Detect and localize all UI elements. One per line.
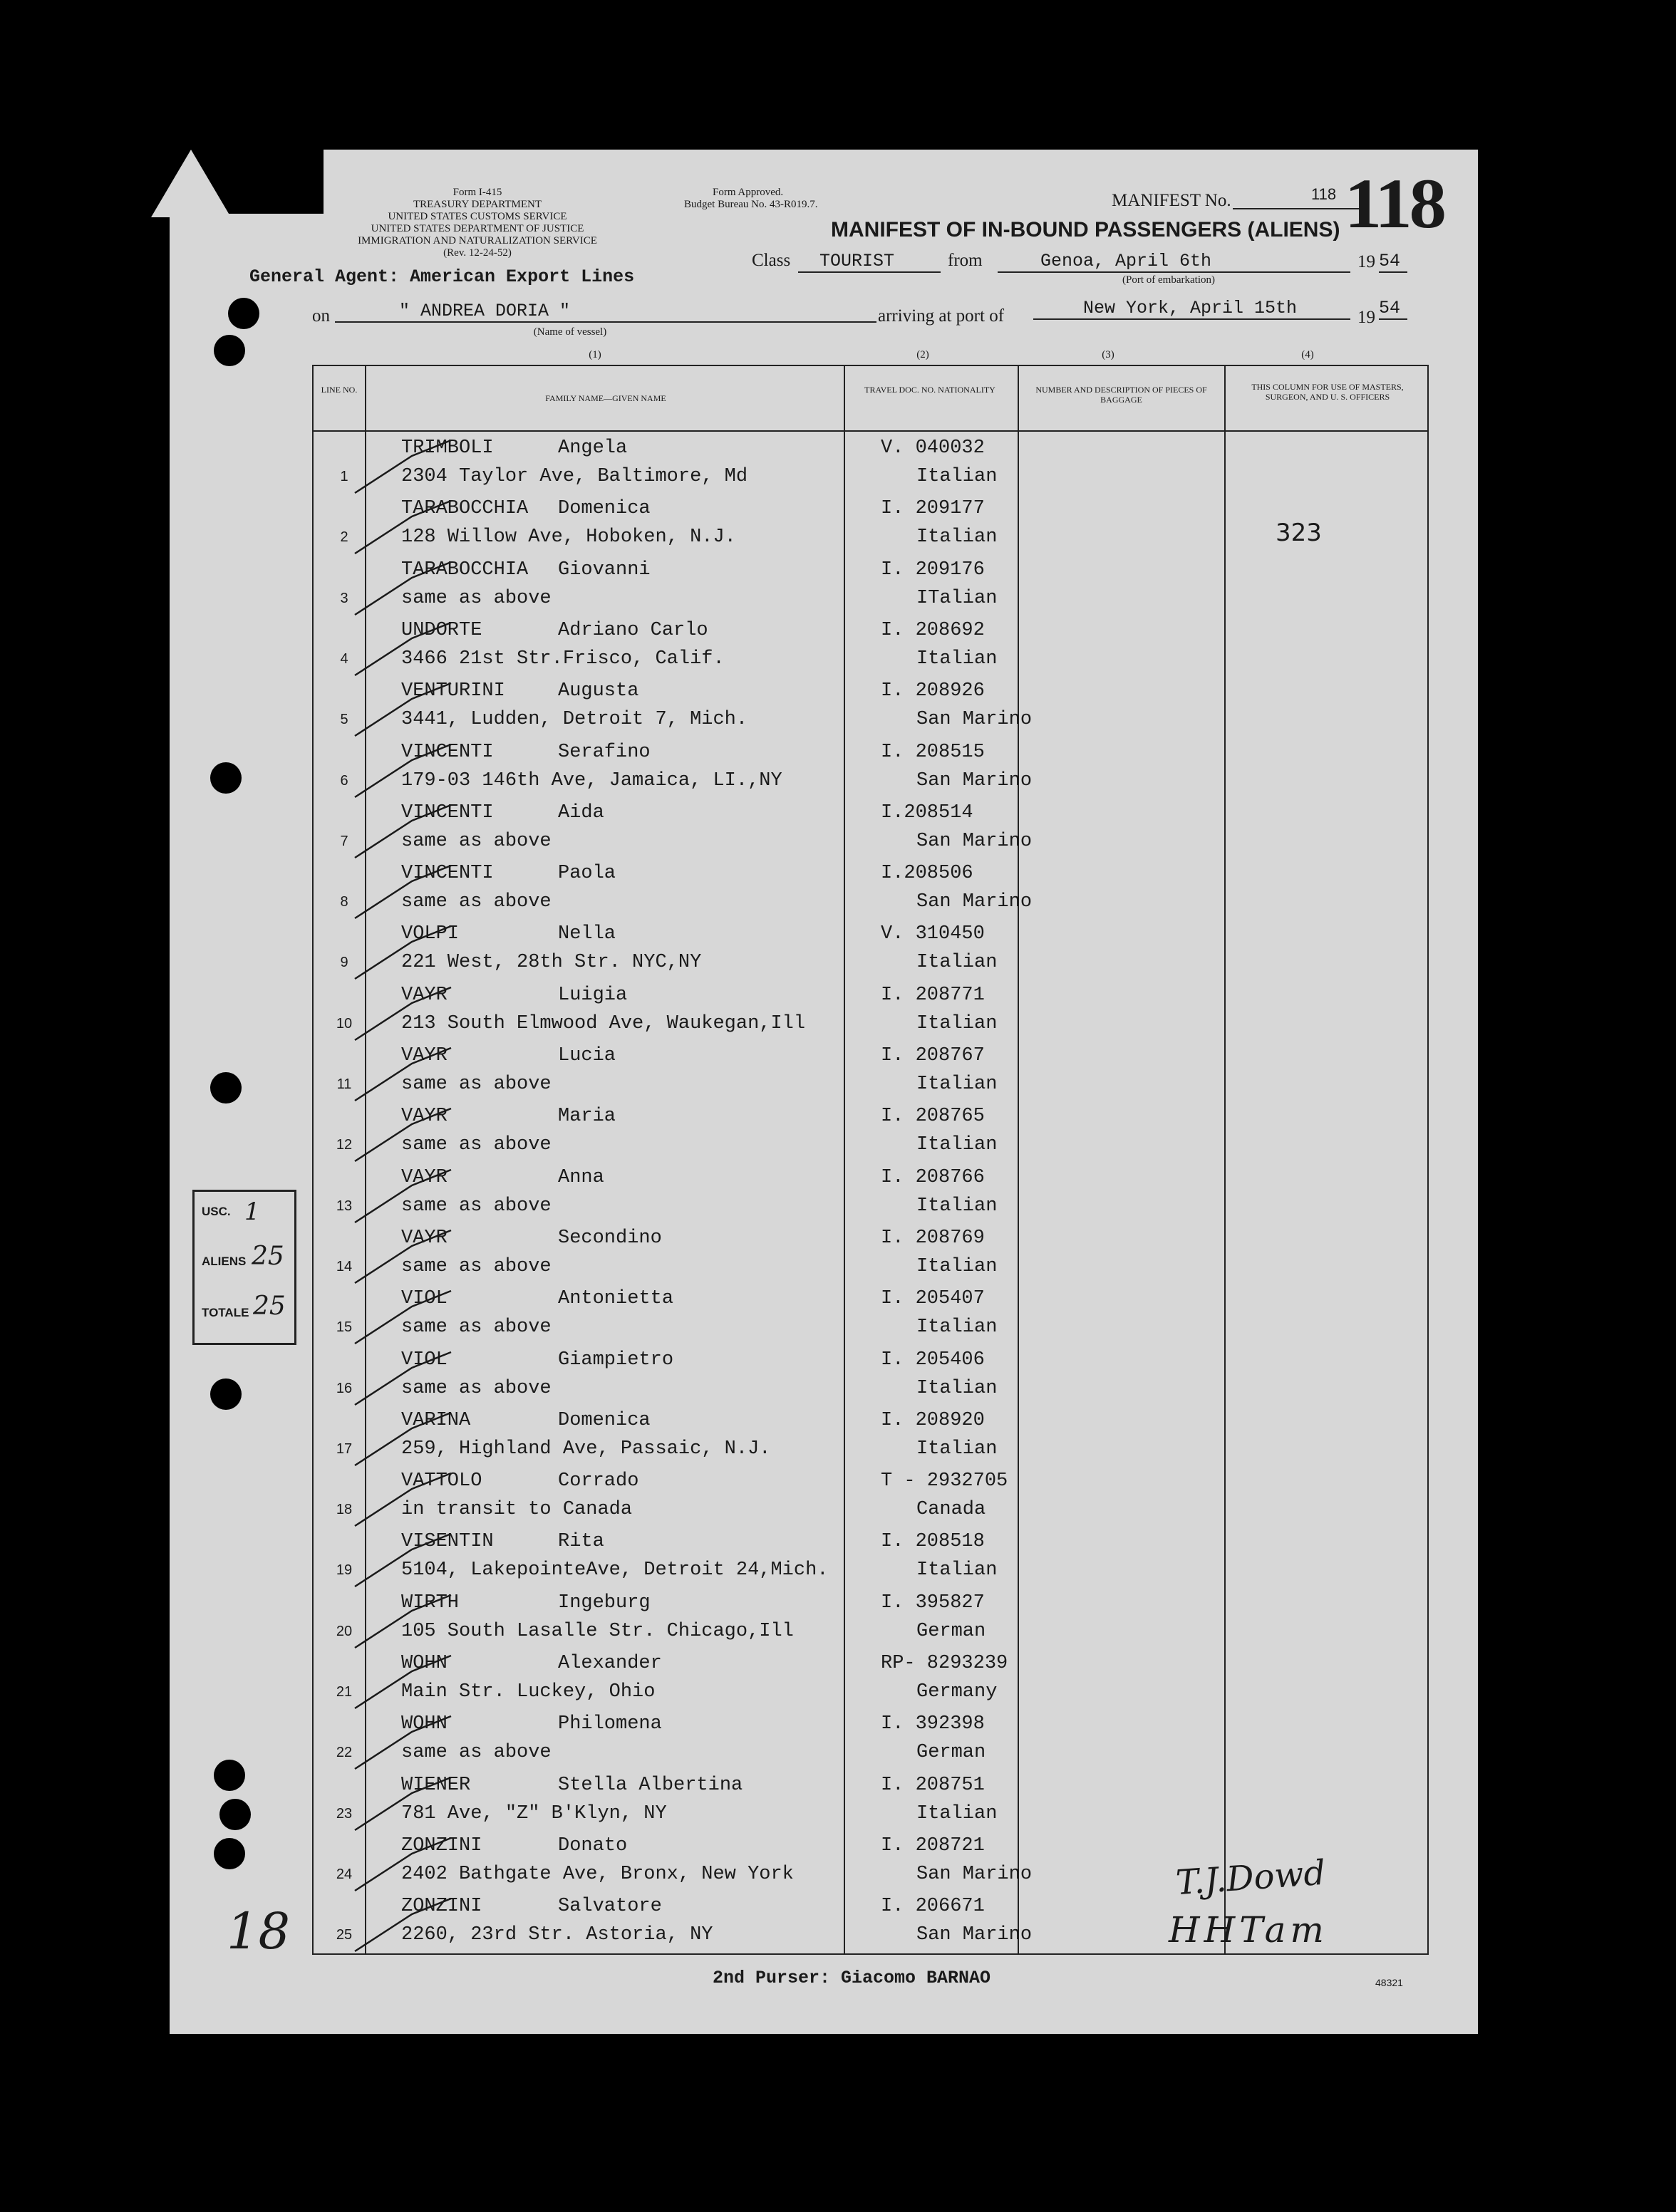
given-name: Paola — [558, 863, 616, 885]
count-stamp — [192, 1190, 296, 1345]
nationality: Canada — [916, 1499, 986, 1521]
family-name: WIRTH — [401, 1592, 460, 1614]
check-mark-icon — [326, 1650, 455, 1711]
given-name: Rita — [558, 1531, 604, 1553]
line-number: 19 — [336, 1562, 353, 1579]
check-mark-icon — [326, 1832, 455, 1894]
travel-doc-number: I. 208771 — [881, 984, 985, 1006]
usc-value: 1 — [244, 1198, 260, 1226]
line-number: 14 — [336, 1258, 353, 1274]
line-number: 5 — [340, 712, 348, 728]
aliens-label: ALIENS — [202, 1255, 247, 1268]
table-row — [312, 1041, 1427, 1104]
table-row — [312, 798, 1427, 861]
travel-doc-number: I. 206671 — [881, 1896, 985, 1918]
family-name: TRIMBOLI — [401, 437, 494, 459]
check-mark-icon — [326, 1893, 455, 1954]
check-mark-icon — [326, 1407, 455, 1468]
table-row — [312, 1223, 1427, 1286]
punch-hole — [214, 335, 245, 366]
table-row — [312, 1527, 1427, 1589]
nationality: Italian — [916, 526, 998, 549]
travel-doc-number: I. 395827 — [881, 1592, 985, 1614]
given-name: Augusta — [558, 680, 639, 702]
table-row — [312, 1466, 1427, 1529]
family-name: VAYR — [401, 1166, 448, 1188]
immigration-service: IMMIGRATION AND NATURALIZATION SERVICE — [358, 235, 597, 246]
col-head-line: LINE NO. — [321, 385, 358, 395]
nationality: ITalian — [916, 587, 998, 609]
punch-hole — [210, 1072, 242, 1104]
print-code: 48321 — [1375, 1977, 1403, 1988]
line-number: 15 — [336, 1319, 353, 1336]
family-name: VINCENTI — [401, 863, 494, 885]
family-name: VAYR — [401, 1045, 448, 1066]
family-name: VATTOLO — [401, 1470, 482, 1492]
travel-doc-number: V. 040032 — [881, 437, 985, 459]
punch-hole — [219, 1799, 251, 1830]
given-name: Aida — [558, 801, 604, 824]
punch-hole — [228, 298, 259, 329]
travel-doc-number: I.208506 — [881, 863, 973, 885]
year-prefix-from: 19 — [1357, 252, 1375, 271]
given-name: Adriano Carlo — [558, 619, 708, 641]
family-name: TARABOCCHIA — [401, 559, 529, 581]
family-name: VARINA — [401, 1409, 471, 1431]
travel-doc-number: I. 208767 — [881, 1045, 985, 1066]
check-mark-icon — [326, 435, 455, 496]
given-name: Secondino — [558, 1227, 662, 1249]
nationality: Italian — [916, 1134, 998, 1156]
address: in transit to Canada — [401, 1499, 633, 1521]
travel-doc-number: I.208514 — [881, 801, 973, 824]
address: 2402 Bathgate Ave, Bronx, New York — [401, 1863, 794, 1885]
family-name: VOLPI — [401, 923, 460, 945]
nationality: Italian — [916, 952, 998, 974]
vessel-name: " ANDREA DORIA " — [335, 301, 876, 323]
table-row — [312, 1648, 1427, 1711]
form-revision: (Rev. 12-24-52) — [443, 247, 512, 259]
travel-doc-number: V. 310450 — [881, 923, 985, 945]
travel-doc-number: I. 208769 — [881, 1227, 985, 1249]
table-row — [312, 555, 1427, 618]
travel-doc-number: I. 392398 — [881, 1713, 985, 1735]
given-name: Philomena — [558, 1713, 662, 1735]
check-mark-icon — [326, 1346, 455, 1408]
punch-hole — [214, 1838, 245, 1869]
nationality: Italian — [916, 1255, 998, 1277]
table-row — [312, 676, 1427, 739]
address: same as above — [401, 1377, 552, 1399]
address: same as above — [401, 830, 552, 852]
family-name: VIOL — [401, 1288, 448, 1310]
travel-doc-number: I. 205406 — [881, 1349, 985, 1371]
form-approved: Form Approved. — [713, 187, 784, 198]
year-from: 54 — [1379, 251, 1407, 273]
line-number: 3 — [340, 590, 348, 606]
line-number: 1 — [340, 469, 348, 484]
manifest-number-stamp: 118 — [1344, 164, 1444, 243]
address: 105 South Lasalle Str. Chicago,Ill — [401, 1620, 794, 1642]
family-name: WIENER — [401, 1774, 471, 1796]
check-mark-icon — [326, 920, 455, 982]
family-name: VAYR — [401, 1106, 448, 1128]
nationality: Italian — [916, 1195, 998, 1217]
line-number: 22 — [336, 1745, 353, 1761]
check-mark-icon — [326, 495, 455, 556]
line-number: 10 — [336, 1015, 353, 1032]
officer-signature-2: HHTam — [1169, 1909, 1328, 1951]
check-mark-icon — [326, 1164, 455, 1225]
check-mark-icon — [326, 1225, 455, 1286]
given-name: Donato — [558, 1834, 628, 1857]
check-mark-icon — [326, 1528, 455, 1589]
col-head-travel: TRAVEL DOC. NO. NATIONALITY — [864, 385, 995, 395]
address: 128 Willow Ave, Hoboken, N.J. — [401, 526, 736, 549]
travel-doc-number: I. 208751 — [881, 1774, 985, 1796]
line-number: 11 — [336, 1076, 352, 1092]
travel-doc-number: T - 2932705 — [881, 1470, 1008, 1492]
aliens-value: 25 — [252, 1242, 284, 1271]
nationality: Italian — [916, 1377, 998, 1399]
address: 3441, Ludden, Detroit 7, Mich. — [401, 709, 748, 731]
general-agent: General Agent: American Export Lines — [249, 266, 635, 287]
address: 259, Highland Ave, Passaic, N.J. — [401, 1438, 771, 1460]
given-name: Domenica — [558, 498, 651, 520]
nationality: San Marino — [916, 830, 1033, 852]
col-head-baggage: NUMBER AND DESCRIPTION OF PIECES OF BAGGAGE — [1035, 385, 1207, 405]
address: same as above — [401, 1195, 552, 1217]
class-label: Class — [752, 251, 791, 270]
nationality: San Marino — [916, 769, 1033, 791]
travel-doc-number: I. 208721 — [881, 1834, 985, 1857]
line-number: 16 — [336, 1380, 353, 1396]
line-number: 25 — [336, 1927, 353, 1943]
check-mark-icon — [326, 1468, 455, 1529]
family-name: TARABOCCHIA — [401, 498, 529, 520]
table-row — [312, 494, 1427, 556]
check-mark-icon — [326, 1589, 455, 1651]
travel-doc-number: I. 208518 — [881, 1531, 985, 1553]
address: 5104, LakepointeAve, Detroit 24,Mich. — [401, 1559, 829, 1582]
line-number: 12 — [336, 1137, 353, 1153]
punch-hole — [210, 1378, 242, 1410]
family-name: VENTURINI — [401, 680, 505, 702]
given-name: Giovanni — [558, 559, 651, 581]
col-num-2: (2) — [916, 349, 929, 360]
travel-doc-number: RP- 8293239 — [881, 1653, 1008, 1674]
given-name: Serafino — [558, 741, 651, 763]
given-name: Nella — [558, 923, 616, 945]
line-number: 24 — [336, 1866, 353, 1882]
nationality: San Marino — [916, 1863, 1033, 1885]
table-row — [312, 433, 1427, 496]
line-number: 18 — [336, 1502, 353, 1518]
line-number: 20 — [336, 1623, 353, 1639]
address: same as above — [401, 1742, 552, 1764]
nationality: Italian — [916, 1559, 998, 1582]
address: 221 West, 28th Str. NYC,NY — [401, 952, 702, 974]
table-row — [312, 1588, 1427, 1651]
table-row — [312, 980, 1427, 1043]
nationality: Italian — [916, 466, 998, 487]
address: 781 Ave, "Z" B'Klyn, NY — [401, 1802, 667, 1824]
nationality: German — [916, 1742, 986, 1764]
address: same as above — [401, 1255, 552, 1277]
address: 3466 21st Str.Frisco, Calif. — [401, 648, 725, 670]
arriving-port: New York, April 15th — [1033, 298, 1350, 320]
check-mark-icon — [326, 860, 455, 921]
given-name: Luigia — [558, 984, 628, 1006]
family-name: UNDORTE — [401, 619, 482, 641]
nationality: German — [916, 1620, 986, 1642]
nationality: San Marino — [916, 709, 1033, 731]
line-number: 17 — [336, 1440, 353, 1457]
table-row — [312, 616, 1427, 678]
nationality: Germany — [916, 1681, 998, 1703]
vessel-name-label: (Name of vessel) — [533, 326, 607, 338]
family-name: VIOL — [401, 1349, 448, 1371]
line-number: 13 — [336, 1198, 353, 1214]
col-head-name: FAMILY NAME—GIVEN NAME — [545, 393, 666, 403]
table-row — [312, 1284, 1427, 1346]
travel-doc-number: I. 208926 — [881, 680, 985, 702]
class-value: TOURIST — [798, 251, 941, 273]
travel-doc-number: I. 208920 — [881, 1409, 985, 1431]
travel-doc-number: I. 205407 — [881, 1288, 985, 1310]
form-approval — [684, 187, 869, 211]
family-name: ZONZINI — [401, 1834, 482, 1857]
budget-bureau: Budget Bureau No. 43-R019.7. — [684, 199, 818, 210]
col-num-1: (1) — [589, 349, 601, 360]
table-row — [312, 858, 1427, 921]
line-number: 21 — [336, 1684, 353, 1700]
family-name: WOHN — [401, 1653, 448, 1674]
customs-service: UNITED STATES CUSTOMS SERVICE — [388, 211, 567, 222]
from-label: from — [948, 251, 983, 270]
table-row — [312, 1101, 1427, 1164]
nationality: San Marino — [916, 1924, 1033, 1946]
header-divider — [312, 430, 1427, 432]
given-name: Domenica — [558, 1409, 651, 1431]
given-name: Maria — [558, 1106, 616, 1128]
manifest-number-typed: 118 — [1311, 185, 1337, 203]
address: same as above — [401, 891, 552, 913]
nationality: Italian — [916, 1074, 998, 1095]
travel-doc-number: I. 208515 — [881, 741, 985, 763]
nationality: Italian — [916, 1012, 998, 1034]
given-name: Corrado — [558, 1470, 639, 1492]
address: 213 South Elmwood Ave, Waukegan,Ill — [401, 1012, 806, 1034]
table-row — [312, 1770, 1427, 1833]
check-mark-icon — [326, 1103, 455, 1164]
check-mark-icon — [326, 1042, 455, 1104]
address: 2260, 23rd Str. Astoria, NY — [401, 1924, 713, 1946]
travel-doc-number: I. 208765 — [881, 1106, 985, 1128]
form-agency-block — [306, 187, 648, 259]
given-name: Antonietta — [558, 1288, 674, 1310]
nationality: Italian — [916, 648, 998, 670]
line-number: 23 — [336, 1805, 353, 1822]
justice-dept: UNITED STATES DEPARTMENT OF JUSTICE — [371, 223, 584, 234]
col-num-3: (3) — [1102, 349, 1114, 360]
totale-label: TOTALE — [202, 1306, 249, 1319]
line-number: 2 — [340, 529, 348, 546]
family-name: VINCENTI — [401, 741, 494, 763]
check-mark-icon — [326, 1285, 455, 1346]
given-name: Alexander — [558, 1653, 662, 1674]
on-label: on — [312, 306, 330, 326]
address: Main Str. Luckey, Ohio — [401, 1681, 656, 1703]
col-head-officers: THIS COLUMN FOR USE OF MASTERS, SURGEON, AND U. S. OFFICERS — [1251, 382, 1404, 402]
line-number: 9 — [340, 955, 348, 971]
check-mark-icon — [326, 677, 455, 739]
address: same as above — [401, 1317, 552, 1339]
table-row — [312, 1163, 1427, 1225]
check-mark-icon — [326, 556, 455, 618]
address: 2304 Taylor Ave, Baltimore, Md — [401, 466, 748, 487]
col-num-4: (4) — [1301, 349, 1314, 360]
family-name: VISENTIN — [401, 1531, 494, 1553]
family-name: VINCENTI — [401, 801, 494, 824]
manifest-title: MANIFEST OF IN-BOUND PASSENGERS (ALIENS) — [831, 218, 1340, 242]
address: same as above — [401, 1134, 552, 1156]
family-name: WOHN — [401, 1713, 448, 1735]
table-row — [312, 919, 1427, 982]
given-name: Lucia — [558, 1045, 616, 1066]
family-name: ZONZINI — [401, 1896, 482, 1918]
treasury-dept: TREASURY DEPARTMENT — [413, 199, 542, 210]
check-mark-icon — [326, 1772, 455, 1833]
check-mark-icon — [326, 739, 455, 800]
form-number: Form I-415 — [452, 187, 502, 198]
check-mark-icon — [326, 799, 455, 861]
punch-hole — [214, 1760, 245, 1791]
totale-value: 25 — [253, 1292, 286, 1321]
table-row — [312, 1406, 1427, 1468]
punch-hole — [210, 762, 242, 794]
table-row — [312, 737, 1427, 800]
port-embarkation-label: (Port of embarkation) — [1122, 274, 1215, 286]
travel-doc-number: I. 208766 — [881, 1166, 985, 1188]
line-number: 7 — [340, 833, 348, 849]
line-number: 4 — [340, 650, 348, 667]
check-mark-icon — [326, 617, 455, 678]
margin-note: 18 — [227, 1902, 291, 1961]
officer-signature-1: T.J.Dowd — [1174, 1852, 1327, 1904]
address: same as above — [401, 1074, 552, 1095]
nationality: San Marino — [916, 891, 1033, 913]
table-row — [312, 1709, 1427, 1772]
purser-line: 2nd Purser: Giacomo BARNAO — [713, 1968, 991, 1988]
check-mark-icon — [326, 1710, 455, 1772]
paper-tab — [151, 150, 231, 217]
usc-label: USC. — [202, 1205, 231, 1218]
col4-note: 323 — [1276, 519, 1322, 547]
nationality: Italian — [916, 1317, 998, 1339]
given-name: Angela — [558, 437, 628, 459]
given-name: Anna — [558, 1166, 604, 1188]
manifest-number-line — [1233, 208, 1361, 209]
year-prefix-arrive: 19 — [1357, 308, 1375, 327]
address: 179-03 146th Ave, Jamaica, LI.,NY — [401, 769, 782, 791]
year-arrive: 54 — [1379, 298, 1407, 320]
check-mark-icon — [326, 982, 455, 1043]
given-name: Giampietro — [558, 1349, 674, 1371]
given-name: Salvatore — [558, 1896, 662, 1918]
line-number: 6 — [340, 772, 348, 789]
given-name: Ingeburg — [558, 1592, 651, 1614]
manifest-number-label: MANIFEST No. — [1112, 191, 1231, 210]
nationality: Italian — [916, 1438, 998, 1460]
arriving-label: arriving at port of — [878, 306, 1005, 326]
given-name: Stella Albertina — [558, 1774, 743, 1796]
paper-tab-stem — [170, 214, 325, 2034]
travel-doc-number: I. 209176 — [881, 559, 985, 581]
family-name: VAYR — [401, 984, 448, 1006]
nationality: Italian — [916, 1802, 998, 1824]
travel-doc-number: I. 208692 — [881, 619, 985, 641]
travel-doc-number: I. 209177 — [881, 498, 985, 520]
address: same as above — [401, 587, 552, 609]
line-number: 8 — [340, 894, 348, 910]
table-row — [312, 1345, 1427, 1408]
family-name: VAYR — [401, 1227, 448, 1249]
from-value: Genoa, April 6th — [998, 251, 1350, 273]
